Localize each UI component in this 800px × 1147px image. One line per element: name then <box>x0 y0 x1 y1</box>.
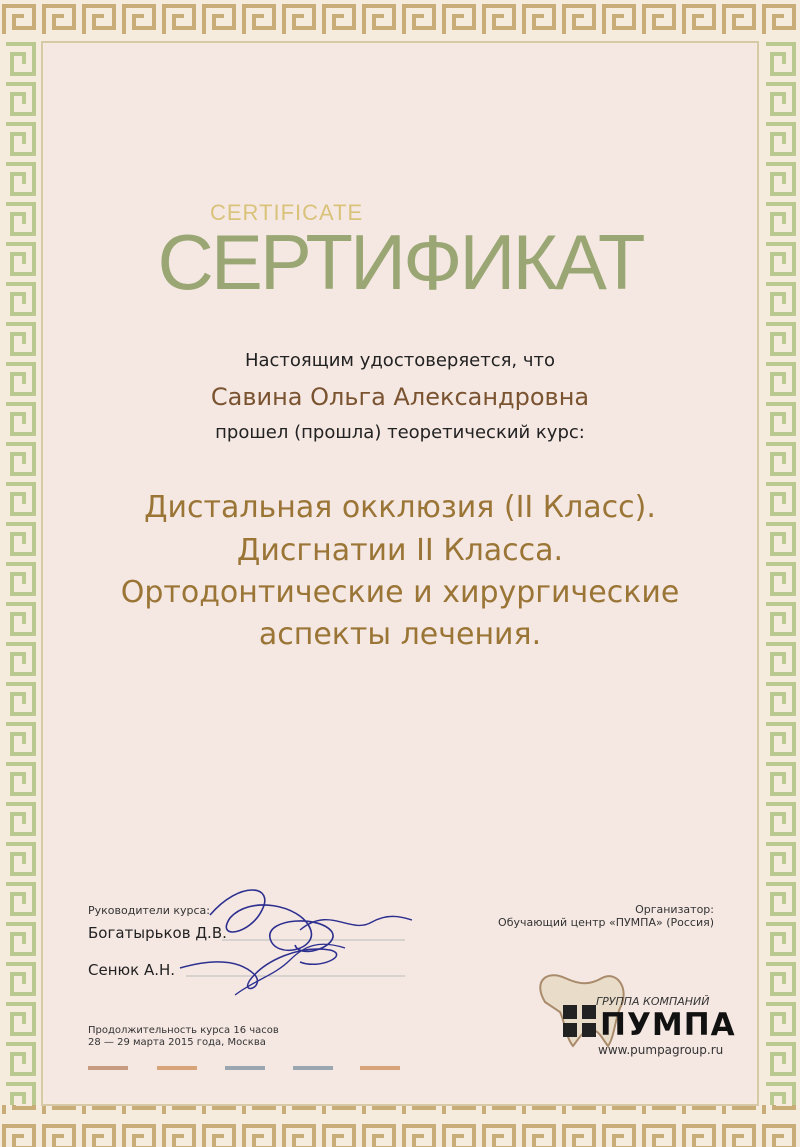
course-title-line: Дистальная окклюзия (II Класс). <box>144 490 656 525</box>
logo-name: ПУМПА <box>600 1007 736 1043</box>
course-dates: 28 — 29 марта 2015 года, Москва <box>88 1037 266 1048</box>
website: www.pumpagroup.ru <box>598 1043 724 1057</box>
leader-1: Богатырьков Д.В. <box>88 924 227 942</box>
course-title-line: аспекты лечения. <box>258 617 542 652</box>
organizer-label: Организатор: <box>635 903 714 916</box>
course-duration: Продолжительность курса 16 часов <box>88 1025 279 1036</box>
leaders-label: Руководители курса: <box>88 904 210 917</box>
recipient-name: Савина Ольга Александровна <box>210 383 590 411</box>
certificate-title: СЕРТИФИКАТ <box>157 218 643 306</box>
intro-text: Настоящим удостоверяется, что <box>244 350 556 371</box>
course-title-line: Ортодонтические и хирургические <box>120 575 680 610</box>
logo-group-label: ГРУППА КОМПАНИЙ <box>596 995 710 1008</box>
organizer-name: Обучающий центр «ПУМПА» (Россия) <box>498 916 714 929</box>
completed-text: прошел (прошла) теоретический курс: <box>215 422 585 443</box>
certificate-en-title: CERTIFICATE <box>210 200 364 225</box>
course-title-line: Дисгнатии II Класса. <box>236 533 564 568</box>
leader-2: Сенюк А.Н. <box>88 961 176 979</box>
